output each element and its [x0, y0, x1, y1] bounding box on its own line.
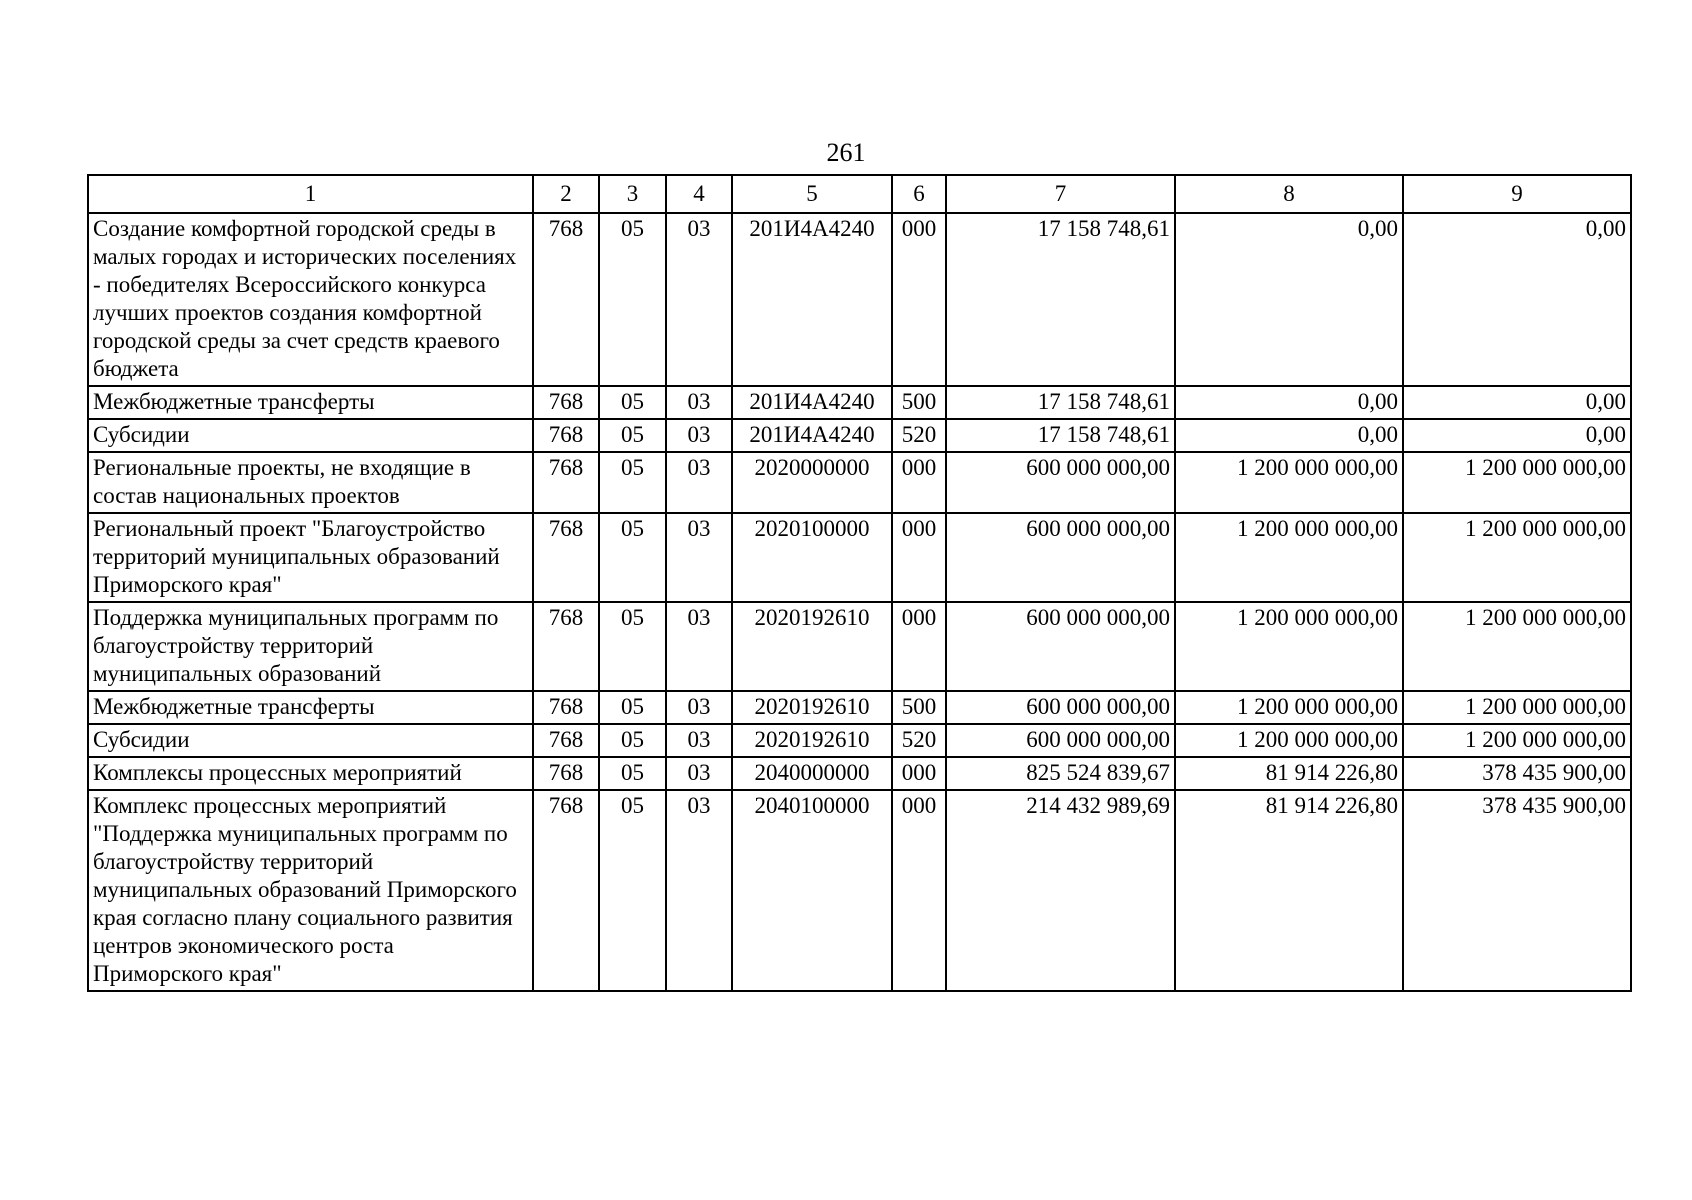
target-article-code: 201И4А4240	[732, 386, 892, 419]
table-row	[88, 419, 1631, 452]
amount-col-8: 1 200 000 000,00	[1175, 452, 1403, 513]
subsection-code: 03	[666, 386, 732, 419]
table-row	[88, 513, 1631, 602]
expense-type-code: 500	[892, 691, 946, 724]
amount-col-8: 81 914 226,80	[1175, 790, 1403, 991]
header-row	[88, 175, 1631, 213]
amount-col-9: 1 200 000 000,00	[1403, 513, 1631, 602]
amount-col-8: 1 200 000 000,00	[1175, 691, 1403, 724]
table-row	[88, 757, 1631, 790]
amount-col-9: 378 435 900,00	[1403, 790, 1631, 991]
target-article-code: 2020192610	[732, 724, 892, 757]
row-name: Комплекс процессных мероприятий "Поддержка муниципальных программ по благоустройству территорий муниципальных образований Приморского края согласно плану социального развития центров экономического роста Приморского края"	[88, 790, 533, 991]
subsection-code: 03	[666, 513, 732, 602]
table-row	[88, 213, 1631, 386]
amount-col-8: 0,00	[1175, 386, 1403, 419]
row-name: Межбюджетные трансферты	[88, 386, 533, 419]
section-code: 05	[599, 602, 666, 691]
subsection-code: 03	[666, 790, 732, 991]
table-row	[88, 602, 1631, 691]
subsection-code: 03	[666, 419, 732, 452]
amount-col-7: 214 432 989,69	[946, 790, 1175, 991]
target-article-code: 2020100000	[732, 513, 892, 602]
row-name: Комплексы процессных мероприятий	[88, 757, 533, 790]
amount-col-8: 0,00	[1175, 419, 1403, 452]
expense-type-code: 520	[892, 724, 946, 757]
ministry-code: 768	[533, 452, 599, 513]
amount-col-8: 1 200 000 000,00	[1175, 724, 1403, 757]
subsection-code: 03	[666, 691, 732, 724]
column-header: 4	[666, 175, 732, 213]
target-article-code: 2020192610	[732, 691, 892, 724]
section-code: 05	[599, 724, 666, 757]
expense-type-code: 000	[892, 513, 946, 602]
page-number: 261	[826, 138, 866, 167]
row-name: Создание комфортной городской среды в малых городах и исторических поселениях - победителях Всероссийского конкурса лучших проектов создания комфортной городской среды за счет средств краевого бюджета	[88, 213, 533, 386]
row-name: Субсидии	[88, 419, 533, 452]
amount-col-7: 600 000 000,00	[946, 691, 1175, 724]
target-article-code: 2020192610	[732, 602, 892, 691]
row-name: Региональный проект "Благоустройство территорий муниципальных образований Приморского края"	[88, 513, 533, 602]
amount-col-8: 1 200 000 000,00	[1175, 602, 1403, 691]
section-code: 05	[599, 419, 666, 452]
subsection-code: 03	[666, 757, 732, 790]
amount-col-7: 600 000 000,00	[946, 452, 1175, 513]
amount-col-9: 1 200 000 000,00	[1403, 724, 1631, 757]
target-article-code: 2040000000	[732, 757, 892, 790]
row-name: Межбюджетные трансферты	[88, 691, 533, 724]
ministry-code: 768	[533, 691, 599, 724]
subsection-code: 03	[666, 602, 732, 691]
amount-col-7: 825 524 839,67	[946, 757, 1175, 790]
target-article-code: 2040100000	[732, 790, 892, 991]
ministry-code: 768	[533, 757, 599, 790]
column-header: 7	[946, 175, 1175, 213]
amount-col-7: 17 158 748,61	[946, 419, 1175, 452]
column-header: 8	[1175, 175, 1403, 213]
table-row	[88, 790, 1631, 991]
column-header: 2	[533, 175, 599, 213]
section-code: 05	[599, 790, 666, 991]
row-name: Поддержка муниципальных программ по благоустройству территорий муниципальных образований	[88, 602, 533, 691]
target-article-code: 201И4А4240	[732, 419, 892, 452]
section-code: 05	[599, 691, 666, 724]
column-header: 6	[892, 175, 946, 213]
section-code: 05	[599, 213, 666, 386]
ministry-code: 768	[533, 419, 599, 452]
subsection-code: 03	[666, 213, 732, 386]
amount-col-9: 1 200 000 000,00	[1403, 602, 1631, 691]
row-name: Субсидии	[88, 724, 533, 757]
column-header: 3	[599, 175, 666, 213]
amount-col-9: 0,00	[1403, 213, 1631, 386]
column-header: 1	[88, 175, 533, 213]
expense-type-code: 000	[892, 602, 946, 691]
expense-type-code: 000	[892, 452, 946, 513]
expense-type-code: 500	[892, 386, 946, 419]
amount-col-8: 1 200 000 000,00	[1175, 513, 1403, 602]
amount-col-7: 600 000 000,00	[946, 724, 1175, 757]
subsection-code: 03	[666, 452, 732, 513]
section-code: 05	[599, 757, 666, 790]
ministry-code: 768	[533, 724, 599, 757]
target-article-code: 201И4А4240	[732, 213, 892, 386]
ministry-code: 768	[533, 513, 599, 602]
expense-type-code: 520	[892, 419, 946, 452]
amount-col-7: 17 158 748,61	[946, 213, 1175, 386]
column-header: 5	[732, 175, 892, 213]
amount-col-9: 0,00	[1403, 386, 1631, 419]
row-name: Региональные проекты, не входящие в состав национальных проектов	[88, 452, 533, 513]
amount-col-7: 600 000 000,00	[946, 513, 1175, 602]
amount-col-9: 0,00	[1403, 419, 1631, 452]
amount-col-9: 1 200 000 000,00	[1403, 691, 1631, 724]
ministry-code: 768	[533, 602, 599, 691]
amount-col-7: 17 158 748,61	[946, 386, 1175, 419]
section-code: 05	[599, 452, 666, 513]
section-code: 05	[599, 513, 666, 602]
section-code: 05	[599, 386, 666, 419]
table-row	[88, 691, 1631, 724]
ministry-code: 768	[533, 386, 599, 419]
expense-type-code: 000	[892, 757, 946, 790]
table-row	[88, 386, 1631, 419]
subsection-code: 03	[666, 724, 732, 757]
ministry-code: 768	[533, 213, 599, 386]
amount-col-9: 1 200 000 000,00	[1403, 452, 1631, 513]
amount-col-8: 81 914 226,80	[1175, 757, 1403, 790]
budget-table	[87, 174, 1632, 992]
column-header: 9	[1403, 175, 1631, 213]
amount-col-9: 378 435 900,00	[1403, 757, 1631, 790]
table-row	[88, 452, 1631, 513]
expense-type-code: 000	[892, 790, 946, 991]
ministry-code: 768	[533, 790, 599, 991]
expense-type-code: 000	[892, 213, 946, 386]
target-article-code: 2020000000	[732, 452, 892, 513]
table-row	[88, 724, 1631, 757]
amount-col-8: 0,00	[1175, 213, 1403, 386]
amount-col-7: 600 000 000,00	[946, 602, 1175, 691]
